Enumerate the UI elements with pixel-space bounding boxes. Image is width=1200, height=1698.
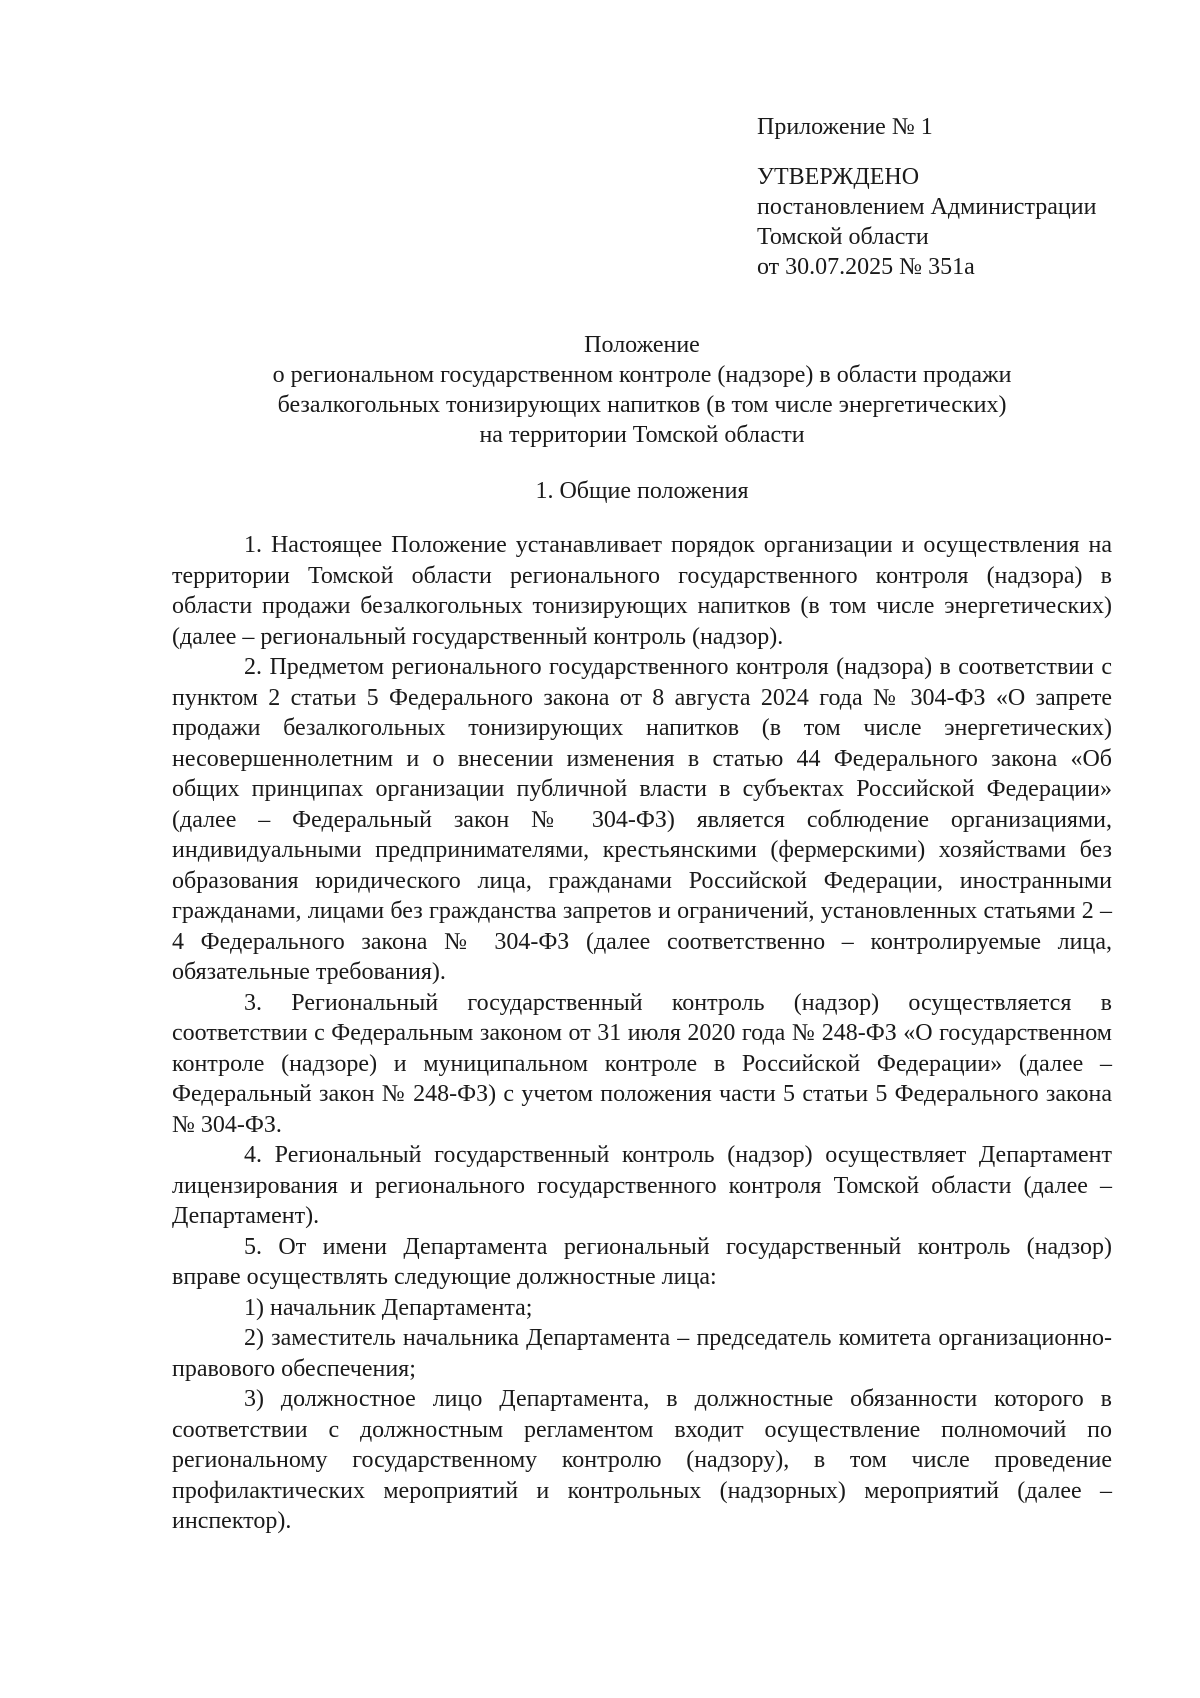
paragraph-3: 3. Региональный государственный контроль (надзор) осуществляется в соответствии с Федеральным законом от 31 июля 2020 года № 248-ФЗ «О государственном контроле (надзоре) и муниципальном контроле в Российской Федерации» (далее – Федеральный закон № 248-ФЗ) с учетом положения части 5 статьи 5 Федерального закона № 304-ФЗ.: [172, 989, 1112, 1138]
section-heading: 1. Общие положения: [535, 478, 749, 504]
paragraph-1: 1. Настоящее Положение устанавливает порядок организации и осуществления на территории Томской области регионального государственного контроля (надзора) в области продажи безалкогольных тонизирующих напитков (в том числе энергетических) (далее – региональный государственный контроль (надзор).: [172, 532, 1112, 650]
document-title: [172, 330, 1112, 450]
appendix-number: Приложение № 1: [757, 114, 933, 140]
paragraph-4: 4. Региональный государственный контроль (надзор) осуществляет Департамент лицензирования и регионального государственного контроля Томской области (далее – Департамент).: [172, 1142, 1112, 1229]
list-item-1: 1) начальник Департамента;: [244, 1294, 533, 1321]
document-body: [172, 530, 1112, 1537]
title-line-4: на территории Томской области: [479, 422, 805, 448]
approved-label: УТВЕРЖДЕНО: [757, 164, 920, 190]
list-item-3: 3) должностное лицо Департамента, в должностные обязанности которого в соответствии с должностным регламентом входит осуществление полномочий по региональному государственному контролю (надзору), в том числе проведение профилактических мероприятий и контрольных (надзорных) мероприятий (далее – инспектор).: [172, 1386, 1112, 1534]
paragraph-2: 2. Предметом регионального государственного контроля (надзора) в соответствии с пунктом 2 статьи 5 Федерального закона от 8 августа 2024 года № 304-ФЗ «О запрете продажи безалкогольных тонизирующих напитков (в том числе энергетических) несовершеннолетним и о внесении изменения в статью 44 Федерального закона «Об общих принципах организации публичной власти в субъектах Российской Федерации» (далее – Федеральный закон № 304-ФЗ) является соблюдение организациями, индивидуальными предпринимателями, крестьянскими (фермерскими) хозяйствами без образования юридического лица, гражданами Российской Федерации, иностранными гражданами, лицами без гражданства запретов и ограничений, установленных статьями 2 – 4 Федерального закона № 304-ФЗ (далее соответственно – контролируемые лица, обязательные требования).: [172, 654, 1112, 985]
approval-line-1: постановлением Администрации: [757, 194, 1097, 220]
title-line-1: Положение: [584, 332, 700, 358]
approval-stamp-block: [757, 112, 1157, 282]
approval-line-3: от 30.07.2025 № 351а: [757, 254, 975, 280]
title-line-2: о региональном государственном контроле (надзоре) в области продажи: [272, 362, 1012, 388]
paragraph-5: 5. От имени Департамента региональный государственный контроль (надзор) вправе осуществлять следующие должностные лица:: [172, 1233, 1112, 1290]
list-item-2: 2) заместитель начальника Департамента – председатель комитета организационно-правового обеспечения;: [172, 1325, 1112, 1382]
title-line-3: безалкогольных тонизирующих напитков (в том числе энергетических): [277, 392, 1007, 418]
approval-line-2: Томской области: [757, 224, 929, 250]
